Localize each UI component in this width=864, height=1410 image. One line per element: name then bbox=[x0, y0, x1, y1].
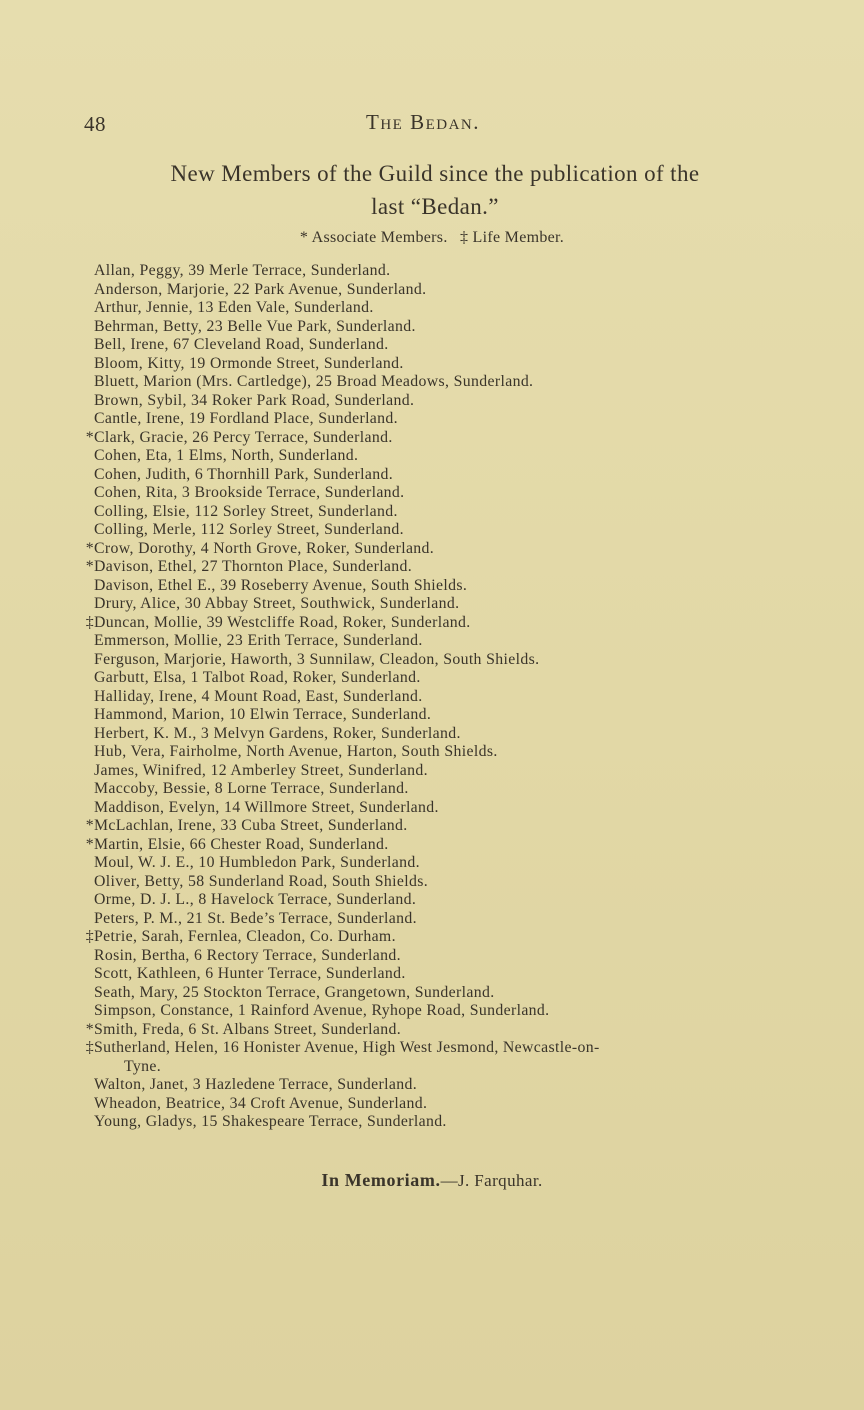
member-text: Cohen, Judith, 6 Thornhill Park, Sunderland. bbox=[94, 465, 393, 483]
member-text: Drury, Alice, 30 Abbay Street, Southwick, Sunderland. bbox=[94, 595, 460, 612]
member-entry bbox=[84, 1095, 814, 1114]
member-mark: * bbox=[85, 428, 94, 446]
member-text: Cantle, Irene, 19 Fordland Place, Sunderland. bbox=[94, 410, 398, 427]
member-text: Bell, Irene, 67 Cleveland Road, Sunderland. bbox=[94, 336, 389, 353]
member-text: Emmerson, Mollie, 23 Erith Terrace, Sunderland. bbox=[94, 632, 423, 649]
member-entry bbox=[84, 595, 814, 614]
legend-life: ‡ Life Member. bbox=[459, 229, 565, 246]
member-mark: ‡ bbox=[85, 1039, 94, 1056]
member-text: Tyne. bbox=[124, 1057, 162, 1075]
member-entry bbox=[84, 466, 814, 485]
member-text: Cohen, Eta, 1 Elms, North, Sunderland. bbox=[94, 447, 359, 464]
member-text: Martin, Elsie, 66 Chester Road, Sunderland. bbox=[94, 835, 389, 853]
member-text: Sutherland, Helen, 16 Honister Avenue, High West Jesmond, Newcastle-on- bbox=[94, 1039, 600, 1056]
member-text: Cohen, Rita, 3 Brookside Terrace, Sunderland. bbox=[94, 484, 405, 501]
in-memoriam bbox=[0, 1170, 864, 1191]
member-entry bbox=[84, 688, 814, 707]
member-entry bbox=[84, 540, 814, 559]
memoriam-label: In Memoriam. bbox=[321, 1170, 441, 1190]
member-entry bbox=[84, 984, 814, 1003]
member-text: Hammond, Marion, 10 Elwin Terrace, Sunderland. bbox=[94, 706, 432, 723]
member-entry bbox=[84, 1076, 814, 1095]
member-mark: * bbox=[85, 835, 94, 853]
member-mark: * bbox=[85, 817, 94, 834]
member-mark: * bbox=[85, 558, 94, 575]
member-text: Young, Gladys, 15 Shakespeare Terrace, Sunderland. bbox=[94, 1113, 447, 1130]
member-entry bbox=[84, 447, 814, 466]
member-entry bbox=[84, 873, 814, 892]
member-entry bbox=[84, 965, 814, 984]
member-entry bbox=[84, 577, 814, 596]
memoriam-name: —J. Farquhar. bbox=[440, 1171, 543, 1190]
section-heading bbox=[80, 157, 790, 223]
member-text: Herbert, K. M., 3 Melvyn Gardens, Roker, Sunderland. bbox=[94, 724, 461, 742]
running-head: The Bedan. bbox=[366, 110, 480, 134]
member-mark: ‡ bbox=[85, 928, 94, 945]
heading-line-1: New Members of the Guild since the publication of the bbox=[170, 161, 700, 186]
member-entry bbox=[84, 891, 814, 910]
member-list bbox=[84, 262, 814, 1132]
member-entry bbox=[84, 1002, 814, 1021]
member-text: Maccoby, Bessie, 8 Lorne Terrace, Sunderland. bbox=[94, 780, 409, 797]
member-text: Behrman, Betty, 23 Belle Vue Park, Sunderland. bbox=[94, 317, 416, 335]
member-entry bbox=[84, 743, 814, 762]
member-entry bbox=[84, 928, 814, 947]
member-text: Allan, Peggy, 39 Merle Terrace, Sunderland. bbox=[94, 262, 391, 279]
member-entry bbox=[84, 1113, 814, 1132]
member-text: Garbutt, Elsa, 1 Talbot Road, Roker, Sunderland. bbox=[94, 669, 421, 686]
member-entry bbox=[84, 373, 814, 392]
member-entry bbox=[84, 281, 814, 300]
legend-associate: * Associate Members. bbox=[299, 229, 448, 246]
member-entry bbox=[84, 762, 814, 781]
member-entry bbox=[84, 503, 814, 522]
member-entry bbox=[84, 632, 814, 651]
member-text: Bloom, Kitty, 19 Ormonde Street, Sunderland. bbox=[94, 354, 404, 372]
member-entry bbox=[84, 817, 814, 836]
member-text: Bluett, Marion (Mrs. Cartledge), 25 Broad Meadows, Sunderland. bbox=[94, 373, 534, 390]
member-mark: ‡ bbox=[85, 613, 94, 631]
member-text: Smith, Freda, 6 St. Albans Street, Sunderland. bbox=[94, 1020, 402, 1038]
member-entry bbox=[84, 947, 814, 966]
member-entry bbox=[84, 355, 814, 374]
member-text: James, Winifred, 12 Amberley Street, Sunderland. bbox=[94, 761, 428, 779]
member-entry bbox=[84, 1021, 814, 1040]
member-text: Ferguson, Marjorie, Haworth, 3 Sunnilaw, Cleadon, South Shields. bbox=[94, 650, 540, 668]
member-text: Peters, P. M., 21 St. Bede’s Terrace, Sunderland. bbox=[94, 909, 417, 927]
member-entry bbox=[84, 651, 814, 670]
member-text: Oliver, Betty, 58 Sunderland Road, South Shields. bbox=[94, 872, 429, 890]
member-mark: * bbox=[85, 1020, 94, 1038]
member-entry bbox=[84, 410, 814, 429]
member-entry bbox=[84, 262, 814, 281]
member-entry bbox=[84, 318, 814, 337]
member-text: Moul, W. J. E., 10 Humbledon Park, Sunderland. bbox=[94, 854, 420, 871]
member-entry bbox=[84, 614, 814, 633]
member-text: Anderson, Marjorie, 22 Park Avenue, Sunderland. bbox=[94, 280, 427, 298]
page-number: 48 bbox=[84, 112, 106, 136]
member-text: Arthur, Jennie, 13 Eden Vale, Sunderland. bbox=[94, 299, 374, 316]
member-text: Wheadon, Beatrice, 34 Croft Avenue, Sunderland. bbox=[94, 1094, 428, 1112]
member-text: Davison, Ethel, 27 Thornton Place, Sunderland. bbox=[94, 558, 413, 575]
member-text: Seath, Mary, 25 Stockton Terrace, Grangetown, Sunderland. bbox=[94, 983, 495, 1001]
member-text: Crow, Dorothy, 4 North Grove, Roker, Sunderland. bbox=[94, 539, 435, 557]
member-entry bbox=[84, 854, 814, 873]
member-entry bbox=[84, 1039, 814, 1058]
member-entry bbox=[84, 669, 814, 688]
member-text: Halliday, Irene, 4 Mount Road, East, Sunderland. bbox=[94, 687, 423, 705]
member-entry bbox=[84, 521, 814, 540]
member-entry bbox=[84, 558, 814, 577]
member-mark: * bbox=[85, 539, 94, 557]
member-entry bbox=[84, 1058, 814, 1077]
member-entry bbox=[84, 299, 814, 318]
member-text: Colling, Elsie, 112 Sorley Street, Sunderland. bbox=[94, 502, 398, 520]
member-entry bbox=[84, 725, 814, 744]
member-entry bbox=[84, 392, 814, 411]
member-text: McLachlan, Irene, 33 Cuba Street, Sunderland. bbox=[94, 817, 408, 834]
member-text: Davison, Ethel E., 39 Roseberry Avenue, South Shields. bbox=[94, 576, 468, 594]
member-text: Clark, Gracie, 26 Percy Terrace, Sunderland. bbox=[94, 428, 393, 446]
member-text: Simpson, Constance, 1 Rainford Avenue, Ryhope Road, Sunderland. bbox=[94, 1002, 550, 1019]
member-entry bbox=[84, 910, 814, 929]
member-text: Walton, Janet, 3 Hazledene Terrace, Sunderland. bbox=[94, 1076, 418, 1093]
member-text: Petrie, Sarah, Fernlea, Cleadon, Co. Durham. bbox=[94, 928, 396, 945]
member-entry bbox=[84, 706, 814, 725]
member-text: Maddison, Evelyn, 14 Willmore Street, Sunderland. bbox=[94, 798, 439, 816]
member-text: Colling, Merle, 112 Sorley Street, Sunderland. bbox=[94, 521, 404, 538]
member-entry bbox=[84, 484, 814, 503]
member-entry bbox=[84, 836, 814, 855]
member-entry bbox=[84, 429, 814, 448]
member-text: Orme, D. J. L., 8 Havelock Terrace, Sunderland. bbox=[94, 891, 417, 908]
member-text: Brown, Sybil, 34 Roker Park Road, Sunderland. bbox=[94, 391, 415, 409]
member-entry bbox=[84, 336, 814, 355]
member-text: Scott, Kathleen, 6 Hunter Terrace, Sunderland. bbox=[94, 965, 406, 982]
membership-legend bbox=[0, 229, 864, 247]
member-text: Hub, Vera, Fairholme, North Avenue, Harton, South Shields. bbox=[94, 743, 498, 760]
heading-line-2: last “Bedan.” bbox=[371, 194, 499, 219]
member-text: Duncan, Mollie, 39 Westcliffe Road, Roker, Sunderland. bbox=[94, 613, 471, 631]
member-text: Rosin, Bertha, 6 Rectory Terrace, Sunderland. bbox=[94, 946, 401, 964]
member-entry bbox=[84, 799, 814, 818]
member-entry bbox=[84, 780, 814, 799]
